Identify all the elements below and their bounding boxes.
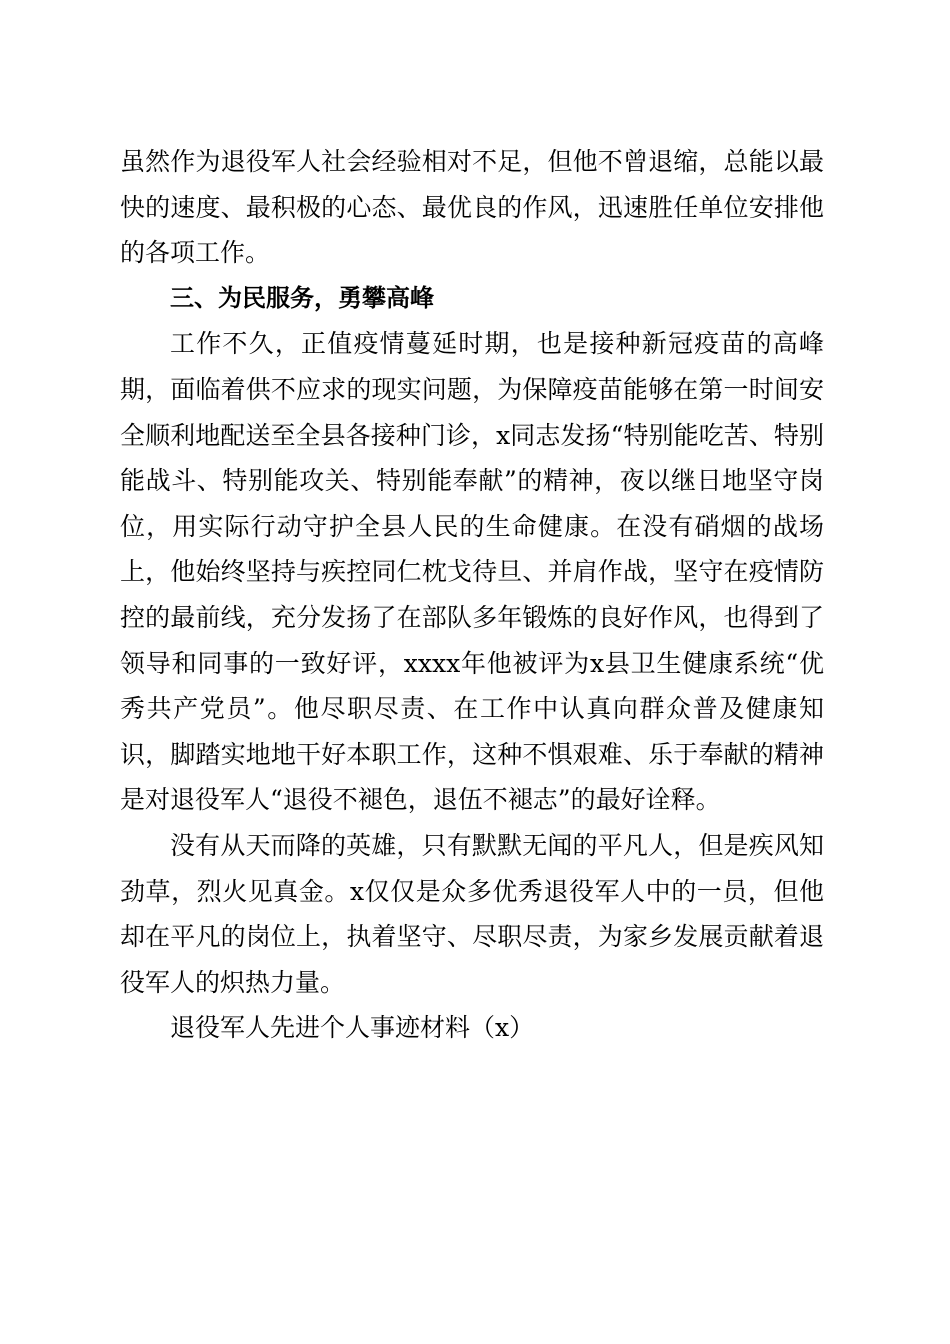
paragraph-epidemic-service: 工作不久，正值疫情蔓延时期，也是接种新冠疫苗的高峰期，面临着供不应求的现实问题，为保障疫苗能够在第一时间安全顺利地配送至全县各接种门诊，x同志发扬“特别能吃苦、特别能战斗、特别能攻关、特别能奉献”的精神，夜以继日地坚守岗位，用实际行动守护全县人民的生命健康。在没有硝烟的战场上，他始终坚持与疾控同仁枕戈待旦、并肩作战，坚守在疫情防控的最前线，充分发扬了在部队多年锻炼的良好作风，也得到了领导和同事的一致好评，xxxx年他被评为x县卫生健康系统“优秀共产党员”。他尽职尽责、在工作中认真向群众普及健康知识，脚踏实地地干好本职工作，这种不惧艰难、乐于奉献的精神是对退役军人“退役不褪色，退伍不褪志”的最好诠释。 (120, 329, 824, 815)
paragraph-continuation: 虽然作为退役军人社会经验相对不足，但他不曾退缩，总能以最快的速度、最积极的心态、最优良的作风，迅速胜任单位安排他的各项工作。 (120, 147, 824, 268)
document-footer-title: 退役军人先进个人事迹材料（x） (170, 1013, 535, 1043)
document-body (120, 139, 824, 1051)
paragraph-conclusion: 没有从天而降的英雄，只有默默无闻的平凡人，但是疾风知劲草，烈火见真金。x仅仅是众多优秀退役军人中的一员，但他却在平凡的岗位上，执着坚守、尽职尽责，为家乡发展贡献着退役军人的炽热力量。 (120, 830, 824, 997)
section-heading: 三、为民服务，勇攀高峰 (170, 283, 434, 312)
